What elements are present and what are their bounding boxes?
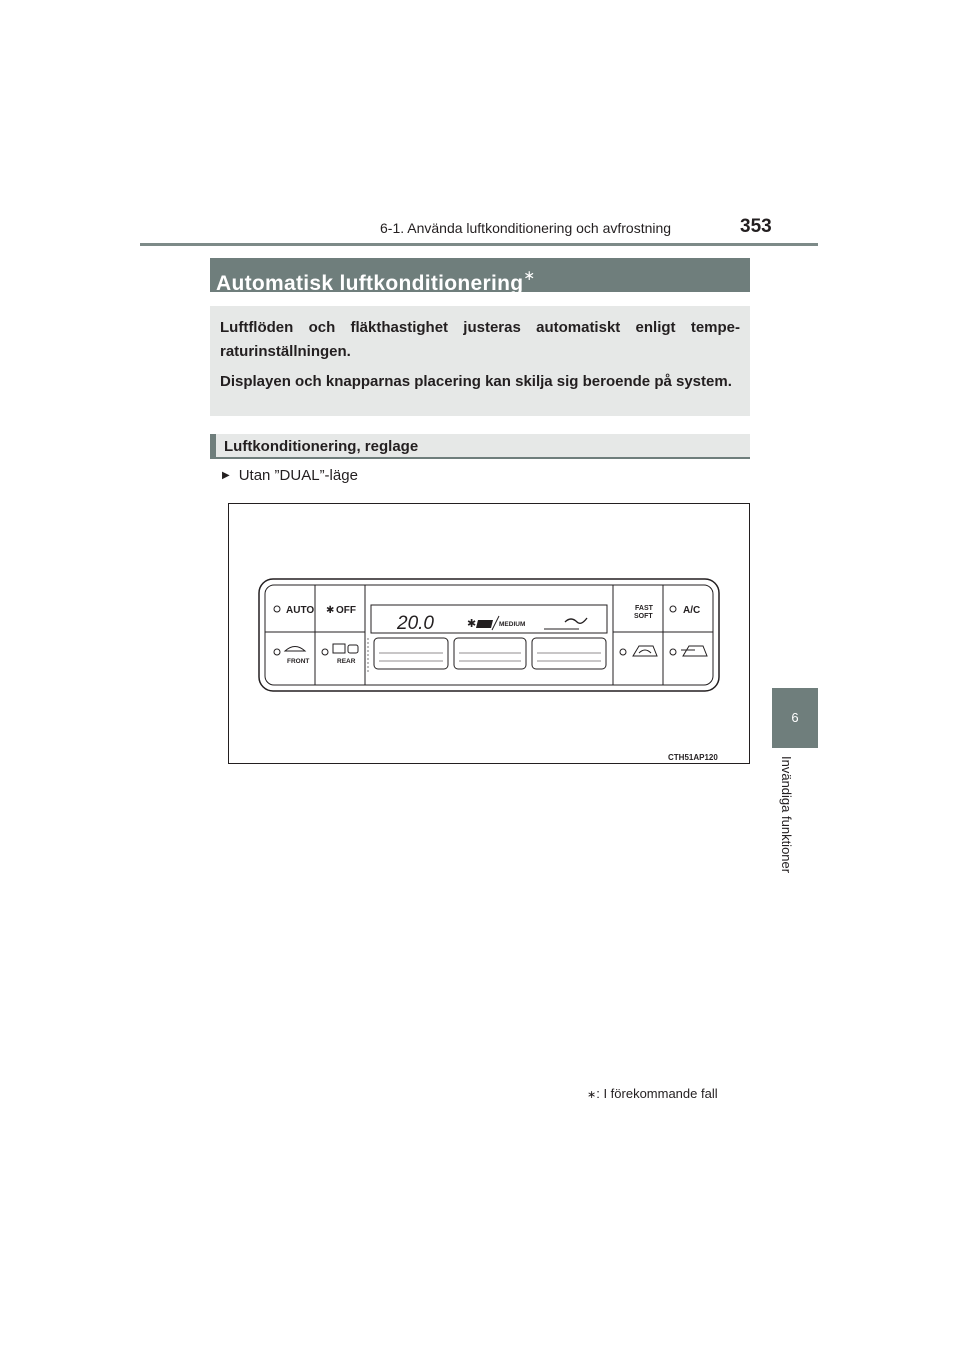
fan-off-label: OFF <box>336 605 356 616</box>
fan-icon: ✱ <box>326 605 335 616</box>
footnote <box>587 1086 718 1101</box>
display-fan-mode: MEDIUM <box>499 621 526 628</box>
chapter-label: Invändiga funktioner <box>779 756 794 874</box>
soft-label: SOFT <box>634 613 653 620</box>
footnote-mark: ∗ <box>587 1089 597 1101</box>
display-temperature: 20.0 <box>397 613 434 634</box>
figure-code: CTH51AP120 <box>668 753 718 762</box>
ac-label: A/C <box>683 605 701 616</box>
climate-panel-illustration <box>229 504 749 763</box>
section-title-text: Automatisk luftkonditionering <box>216 272 524 295</box>
bullet-text: Utan ”DUAL”-läge <box>238 467 358 484</box>
fast-soft-button[interactable] <box>634 605 654 620</box>
running-header-title: 6-1. Använda luftkonditionering och avfrostning <box>380 220 672 236</box>
footnote-text: : I förekommande fall <box>596 1086 718 1101</box>
page-number: 353 <box>740 216 772 237</box>
intro-paragraph: Displayen och knapparnas placering kan skilja sig beroende på system. <box>220 373 732 390</box>
vent-slot-1 <box>374 638 448 669</box>
climate-control-figure <box>228 503 750 764</box>
fan-off-button[interactable] <box>326 605 356 616</box>
vent-slot-2 <box>454 638 526 669</box>
section-title-mark: ∗ <box>523 267 536 283</box>
chapter-number: 6 <box>791 710 799 725</box>
panel-inner-outline <box>265 585 713 685</box>
intro-paragraph: Luftflöden och fläkthastighet justeras automatiskt enligt tempe-raturinställningen. <box>220 319 740 360</box>
triangle-bullet-icon: ▶ <box>222 470 230 481</box>
header-rule <box>140 243 818 246</box>
fan-speed-icon: ✱ <box>467 618 477 630</box>
section-title <box>210 258 750 295</box>
vent-slot-3 <box>532 638 606 669</box>
chapter-tab <box>772 688 818 748</box>
intro-box <box>210 306 750 416</box>
rear-label: REAR <box>337 658 356 665</box>
fan-speed-bar-icon <box>476 620 493 628</box>
auto-label: AUTO <box>286 605 315 616</box>
front-label: FRONT <box>287 658 310 665</box>
bullet-item <box>222 467 358 484</box>
subsection-heading: Luftkonditionering, reglage <box>210 434 750 459</box>
fast-label: FAST <box>635 605 653 612</box>
